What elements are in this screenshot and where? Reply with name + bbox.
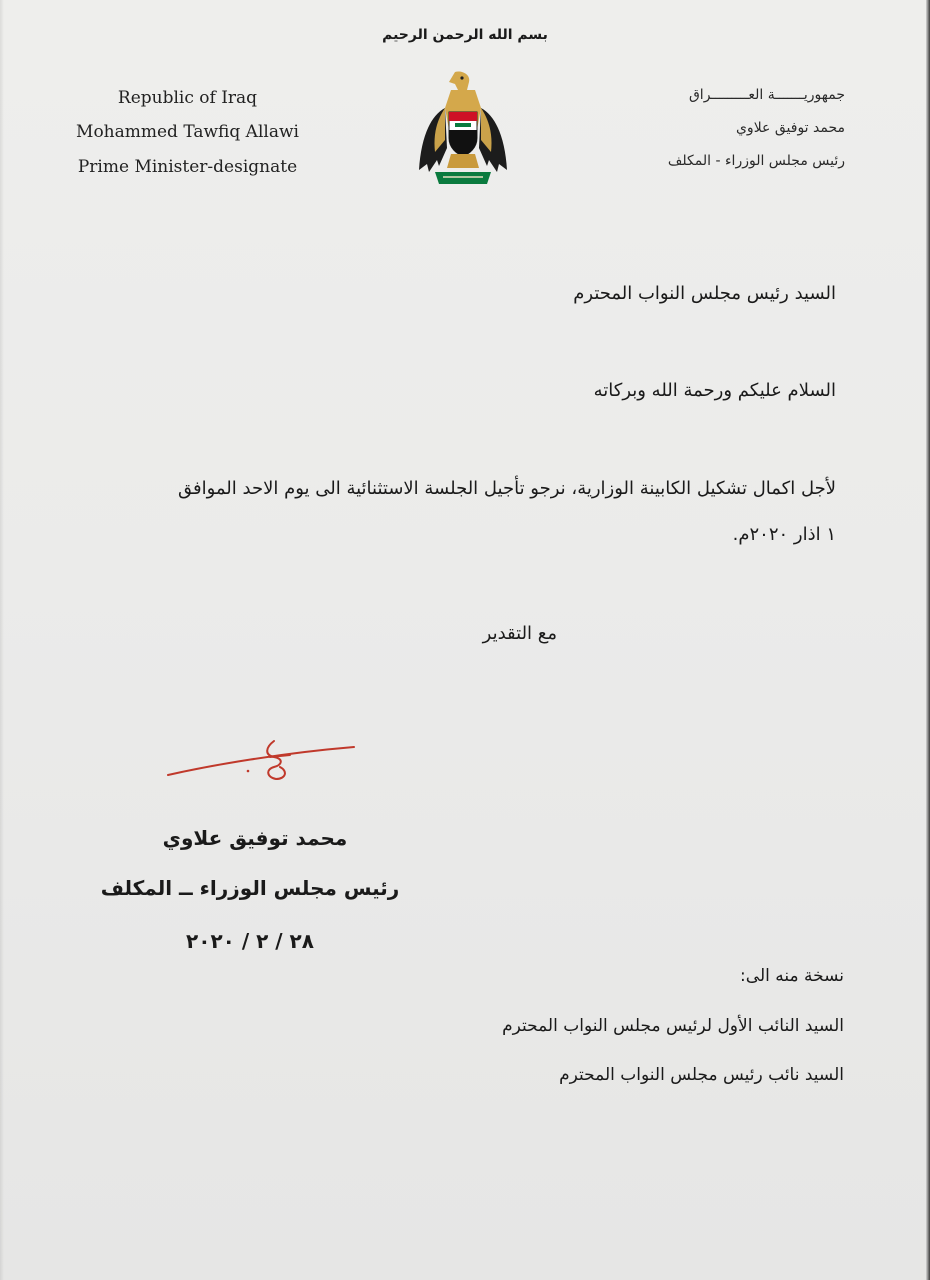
english-title: Prime Minister-designate (77, 157, 298, 177)
copy-recipient: السيد النائب الأول لرئيس مجلس النواب المحترم (502, 1016, 844, 1036)
signer-name: محمد توفيق علاوي (162, 826, 348, 850)
english-name: Mohammed Tawfiq Allawi (76, 122, 299, 142)
arabic-country: جمهوريـــــــة العـــــــــراق (688, 87, 845, 103)
arabic-title: رئيس مجلس الوزراء - المكلف (667, 153, 845, 169)
page-shadow (0, 0, 4, 1280)
signer-title: رئيس مجلس الوزراء ــ المكلف (100, 876, 400, 900)
body-line-2: ١ اذار ٢٠٢٠م. (732, 524, 836, 545)
page-edge (926, 0, 930, 1280)
basmala: بسم الله الرحمن الرحيم (382, 27, 548, 43)
signature-date: ٢٨ / ٢ / ٢٠٢٠ (186, 929, 314, 953)
copies-heading: نسخة منه الى: (740, 966, 844, 986)
body-line-1: لأجل اكمال تشكيل الكابينة الوزارية، نرجو تأجيل الجلسة الاستثنائية الى يوم الاحد الموافق (177, 478, 836, 499)
closing: مع التقدير (482, 623, 557, 644)
english-country: Republic of Iraq (117, 88, 258, 108)
iraq-coat-of-arms-eagle-icon (415, 68, 511, 192)
greeting: السلام عليكم ورحمة الله وبركاته (593, 380, 836, 401)
copy-recipient: السيد نائب رئيس مجلس النواب المحترم (559, 1065, 844, 1085)
arabic-name: محمد توفيق علاوي (735, 120, 845, 136)
salutation: السيد رئيس مجلس النواب المحترم (573, 283, 836, 304)
handwritten-signature-icon (162, 735, 362, 785)
